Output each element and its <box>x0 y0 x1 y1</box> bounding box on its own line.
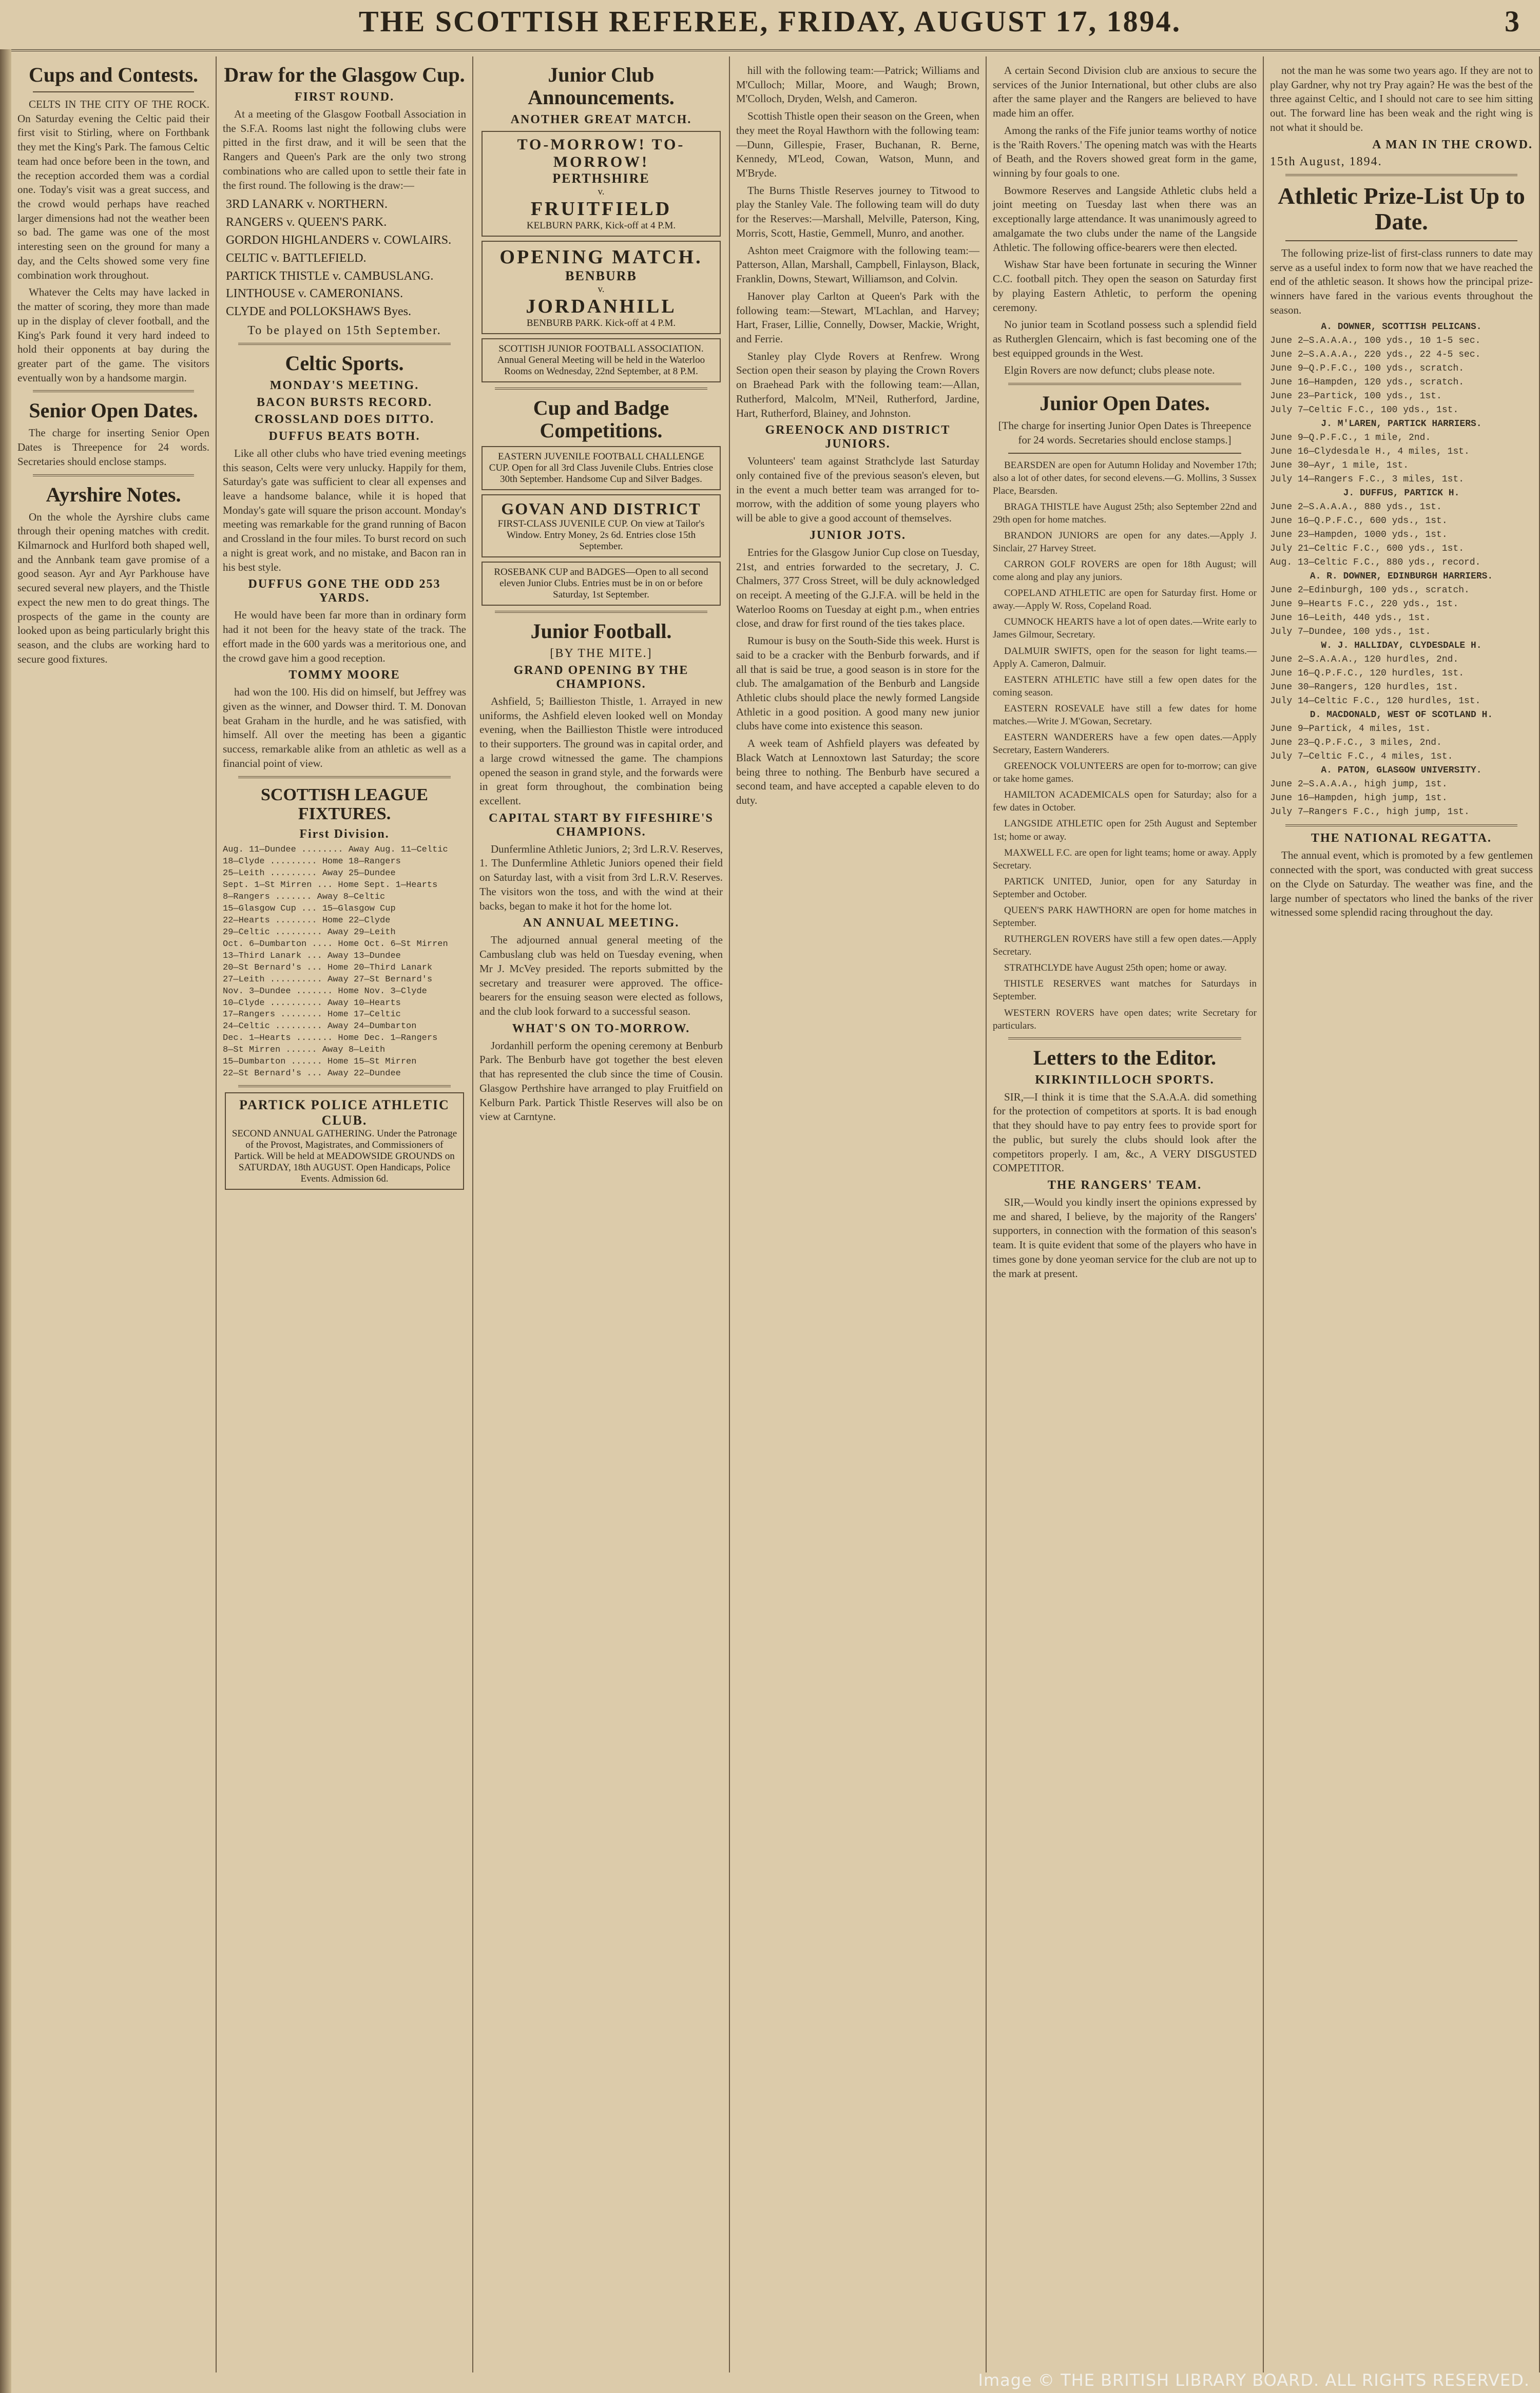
ad-text: SECOND ANNUAL GATHERING. Under the Patronage of the Provost, Magistrates, and Commissioners of Partick. Will be held at MEADOWSIDE GROUNDS on SATURDAY, 18th AUGUST. Open Handicaps, Police Events. Admission 6d. <box>232 1128 457 1185</box>
subheading: DUFFUS GONE THE ODD 253 YARDS. <box>248 577 441 605</box>
fixture-row: 22—Hearts ........ Home 22—Clyde <box>223 915 391 925</box>
section-heading: Celtic Sports. <box>285 351 404 375</box>
advertisement <box>482 446 721 490</box>
paragraph: Entries for the Glasgow Junior Cup close on Tuesday, 21st, and entries forwarded to the secretary, J. C. Chalmers, 377 Cross Street, will be duly acknowledged on receipt. A meeting of the G.J.F.A. will be held in the Waterloo Rooms on Tuesday at eight p.m., when entries close, and draw for first round of the ties takes place. <box>736 546 979 630</box>
section-heading: Draw for the Glasgow Cup. <box>224 63 465 86</box>
ad-text: SCOTTISH JUNIOR FOOTBALL ASSOCIATION. Annual General Meeting will be held in the Waterloo Rooms on Wednesday, 22nd September, at 8 P.M. <box>497 343 705 377</box>
paragraph: Among the ranks of the Fife junior teams worthy of notice is the 'Raith Rovers.' The opening match was with the Hearts of Beath, and the Rovers showed great form in the game, winning by four goals to one. <box>993 124 1257 180</box>
paragraph: The Burns Thistle Reserves journey to Titwood to play the Stanley Vale. The following team will do duty for the Reserves:—Marshall, Melville, Paterson, King, Morris, Scott, Hastie, Gemmell, Munro, and another. <box>736 184 979 239</box>
advertisement <box>482 494 721 557</box>
prize-row: A. DOWNER, SCOTTISH PELICANS. <box>1321 322 1482 333</box>
fixture-row: 29—Celtic ......... Away 29—Leith <box>223 927 396 937</box>
paragraph: Stanley play Clyde Rovers at Renfrew. Wrong Section open their season by playing the Crown Rovers on Braehead Park with the following team:—Allan, Rutherford, Malcolm, M'Neil, Rutherford, Jardine, Hart, Rutherford, Blainey, and Johnston. <box>736 350 979 419</box>
section-heading: SCOTTISH LEAGUE FIXTURES. <box>261 785 428 823</box>
prize-row: July 21—Celtic F.C., 600 yds., 1st. <box>1270 544 1465 554</box>
ad-team: JORDANHILL <box>526 296 677 317</box>
column-5 <box>987 56 1264 2372</box>
prize-row: June 23—Q.P.F.C., 3 miles, 2nd. <box>1270 738 1442 748</box>
fixture-row: 8—Rangers ....... Away 8—Celtic <box>223 892 386 902</box>
prize-row: June 9—Hearts F.C., 220 yds., 1st. <box>1270 599 1459 610</box>
draw-item: CLYDE and POLLOKSHAWS Byes. <box>226 305 411 319</box>
fixture-row: Sept. 1—St Mirren ... Home Sept. 1—Hearts <box>223 880 438 891</box>
column-1 <box>11 56 217 2372</box>
subheading: First Division. <box>299 827 390 841</box>
subheading: WHAT'S ON TO-MORROW. <box>512 1021 690 1035</box>
subheading: CAPITAL START BY FIFESHIRE'S CHAMPIONS. <box>489 811 714 839</box>
prize-row: July 14—Celtic F.C., 120 hurdles, 1st. <box>1270 696 1481 707</box>
fixture-row: 15—Glasgow Cup ... 15—Glasgow Cup <box>223 904 396 914</box>
list-item: CARRON GOLF ROVERS are open for 18th August; will come along and play any juniors. <box>993 559 1257 583</box>
prize-row: June 9—Partick, 4 miles, 1st. <box>1270 724 1431 735</box>
prize-row: June 23—Partick, 100 yds., 1st. <box>1270 391 1442 402</box>
fixture-row: 13—Third Lanark ... Away 13—Dundee <box>223 951 401 961</box>
ad-text: BENBURB PARK. Kick-off at 4 P.M. <box>526 318 676 329</box>
list-item: WESTERN ROVERS have open dates; write Secretary for particulars. <box>993 1007 1257 1031</box>
column-3 <box>473 56 730 2372</box>
draw-item: RANGERS v. QUEEN'S PARK. <box>226 216 387 229</box>
prize-row: June 30—Ayr, 1 mile, 1st. <box>1270 460 1409 471</box>
draw-item: LINTHOUSE v. CAMERONIANS. <box>226 287 403 301</box>
subheading: GRAND OPENING BY THE CHAMPIONS. <box>513 664 689 691</box>
paragraph: not the man he was some two years ago. If they are not to play Gardner, why not try Pray again? He was the best of the three against Celtic, and I should not care to see him sitting out. The forward line has been weak and the right wing is not what it should be. <box>1270 64 1533 133</box>
fixture-row: Aug. 11—Dundee ........ Away Aug. 11—Celtic <box>223 845 448 855</box>
prize-row: June 2—S.A.A.A., 880 yds., 1st. <box>1270 502 1442 513</box>
fixture-row: 17—Rangers ........ Home 17—Celtic <box>223 1010 401 1020</box>
ad-heading: PARTICK POLICE ATHLETIC CLUB. <box>239 1097 450 1128</box>
paragraph: Jordanhill perform the opening ceremony at Benburb Park. The Benburb have got together the best eleven that has represented the club since the time of Cousin. Glasgow Perthshire have arranged to play Fruitfield on Kelburn Park. Partick Thistle Reserves will also be on view at Carntyne. <box>479 1039 723 1123</box>
list-item: COPELAND ATHLETIC are open for Saturday first. Home or away.—Apply W. Ross, Copeland Road. <box>993 588 1257 612</box>
fixture-row: Nov. 3—Dundee ....... Home Nov. 3—Clyde <box>223 986 427 996</box>
ad-team: FRUITFIELD <box>530 198 672 220</box>
column-4 <box>730 56 987 2372</box>
ad-text: KELBURN PARK, Kick-off at 4 P.M. <box>526 220 676 231</box>
paragraph: On the whole the Ayrshire clubs came through their opening matches with credit. Kilmarnock and Hurlford both shaped well, and the Annbank team gave promise of a good season. Ayr and Ayr Parkhouse have secured several new players, and the Thistle expect the new men to do great things. The prospects of the game in the county are looked upon as being particularly bright this season, and the clubs are working hard to secure good fixtures. <box>17 510 209 665</box>
signature: A MAN IN THE CROWD. <box>1372 138 1533 151</box>
ad-text: EASTERN JUVENILE FOOTBALL CHALLENGE CUP. Open for all 3rd Class Juvenile Clubs. Entries close 30th September. Handsome Cup and Silver Badges. <box>489 451 714 485</box>
advertisement <box>482 131 721 237</box>
prize-row: Aug. 13—Celtic F.C., 880 yds., record. <box>1270 557 1481 568</box>
list-item: EASTERN WANDERERS have a few open dates.—Apply Secretary, Eastern Wanderers. <box>993 732 1257 756</box>
prize-row: July 7—Rangers F.C., high jump, 1st. <box>1270 807 1470 818</box>
prize-row: D. MACDONALD, WEST OF SCOTLAND H. <box>1310 710 1493 721</box>
prize-row: June 2—S.A.A.A., 100 yds., 10 1-5 sec. <box>1270 336 1481 346</box>
list-item: MAXWELL F.C. are open for light teams; home or away. Apply Secretary. <box>993 847 1257 871</box>
section-heading: Junior Football. <box>530 620 672 643</box>
prize-row: June 2—S.A.A.A., 220 yds., 22 4-5 sec. <box>1270 350 1481 360</box>
prize-row: July 7—Celtic F.C., 4 miles, 1st. <box>1270 751 1453 762</box>
paragraph: A week team of Ashfield players was defeated by Black Watch at Lennoxtown last Saturday; the score being three to nothing. The Benburb have secured a second team, and have accepted a capable eleven to do duty. <box>736 737 979 807</box>
list-item: STRATHCLYDE have August 25th open; home or away. <box>1004 962 1227 974</box>
list-item: LANGSIDE ATHLETIC open for 25th August and September 1st; home or away. <box>993 818 1257 842</box>
prize-row: W. J. HALLIDAY, CLYDESDALE H. <box>1321 641 1482 651</box>
fixture-row: 20—St Bernard's ... Home 20—Third Lanark <box>223 962 433 973</box>
list-item: RUTHERGLEN ROVERS have still a few open dates.—Apply Secretary. <box>993 934 1257 958</box>
subheading: THE RANGERS' TEAM. <box>1047 1178 1202 1192</box>
fixture-row: 8—St Mirren ...... Away 8—Leith <box>223 1045 386 1055</box>
section-heading: Cups and Contests. <box>28 63 199 86</box>
paragraph: Whatever the Celts may have lacked in the matter of scoring, they more than made up in the display of clever football, and the King's Park found it very hard indeed to hold their opponents at bay during the greater part of the game. The visitors eventually won by a handsome margin. <box>17 286 209 384</box>
paragraph: A certain Second Division club are anxious to secure the services of the Junior International, but other clubs are also after the same player and the Rangers are believed to have made him an offer. <box>993 64 1257 120</box>
advertisement <box>482 241 721 334</box>
fixture-row: 25—Leith ......... Away 25—Dundee <box>223 869 396 879</box>
fixture-row: 15—Dumbarton ...... Home 15—St Mirren <box>223 1057 417 1067</box>
letter-date: 15th August, 1894. <box>1270 155 1382 168</box>
prize-row: June 2—Edinburgh, 100 yds., scratch. <box>1270 585 1470 596</box>
subheading: FIRST ROUND. <box>294 90 395 104</box>
byline: [BY THE MITE.] <box>550 647 652 660</box>
prize-row: J. M'LAREN, PARTICK HARRIERS. <box>1321 419 1482 430</box>
draw-note: To be played on 15th September. <box>247 323 441 337</box>
ad-text: ROSEBANK CUP and BADGES—Open to all second eleven Junior Clubs. Entries must be in on or before Saturday, 1st September. <box>494 567 708 600</box>
fixture-row: 10—Clyde .......... Away 10—Hearts <box>223 998 401 1008</box>
draw-item: 3RD LANARK v. NORTHERN. <box>226 198 388 211</box>
section-heading: Letters to the Editor. <box>1033 1046 1217 1069</box>
prize-row: June 16—Clydesdale H., 4 miles, 1st. <box>1270 447 1470 457</box>
paragraph: Dunfermline Athletic Juniors, 2; 3rd L.R.V. Reserves, 1. The Dunfermline Athletic Juniors opened their field on Saturday last, with a visit from 3rd L.R.V. Reserves. The visitors won the toss, and with the wind at their backs, began to make it hot for the home lot. <box>479 842 723 912</box>
subheading: JUNIOR JOTS. <box>809 528 907 542</box>
column-6 <box>1264 56 1540 2372</box>
list-item: BEARSDEN are open for Autumn Holiday and November 17th; also a lot of other dates, for second elevens.—G. Mollins, 3 Sussex Place, Bearsden. <box>993 459 1257 496</box>
paragraph: Hanover play Carlton at Queen's Park with the following team:—Stewart, M'Lachlan, and Harvey; Hart, Fraser, Lillie, Connelly, Dowser, Mackie, Wright, and Ferrie. <box>736 290 979 345</box>
prize-row: June 16—Q.P.F.C., 600 yds., 1st. <box>1270 516 1448 527</box>
paragraph: hill with the following team:—Patrick; Williams and M'Culloch; Millar, Moore, and Waugh; Brown, M'Colloch, Dryden, Welsh, and Cameron. <box>736 64 979 105</box>
paragraph: No junior team in Scotland possess such a splendid field as Rutherglen Glencairn, which is fast becoming one of the best equipped grounds in the West. <box>993 318 1257 359</box>
paragraph: Bowmore Reserves and Langside Athletic clubs held a joint meeting on Tuesday last when there was an exceptionally large attendance. It was unanimously agreed to amalgamate the two clubs under the name of the Langside Athletic. The following office-bearers were then elected. <box>993 184 1257 254</box>
paragraph: Like all other clubs who have tried evening meetings this season, Celts were very unlucky. Happily for them, Saturday's gate was sufficient to clear all expenses and leave a handsome balance, while it is hoped that Monday's gate will square the prison account. Monday's meeting was remarkable for the grand running of Bacon and Crossland in the four miles. To burst record on such a night is great work, and no mistake, and Bacon ran in his best style. <box>223 447 466 573</box>
subheading: TOMMY MOORE <box>288 668 400 682</box>
ad-text: v. <box>598 186 605 197</box>
fixture-row: 24—Celtic ......... Away 24—Dumbarton <box>223 1021 417 1032</box>
fixture-row: 22—St Bernard's ... Away 22—Dundee <box>223 1069 401 1079</box>
ad-heading: TO-MORROW! TO-MORROW! <box>517 136 685 170</box>
paragraph: He would have been far more than in ordinary form had it not been for the heavy state of the track. The effort made in the 600 yards was a meritorious one, and the crowd gave him a good reception. <box>223 609 466 664</box>
subheading: KIRKINTILLOCH SPORTS. <box>1035 1073 1215 1087</box>
copyright-notice: Image © THE BRITISH LIBRARY BOARD. ALL RIGHTS RESERVED. <box>978 2370 1530 2390</box>
paragraph: had won the 100. His did on himself, but Jeffrey was given as the winner, and Dowser third. T. M. Donovan beat Graham in the hurdle, and he was satisfied, with himself. All over the meeting has been a gigantic success, remarkable alike from an athletic as well as a financial point of view. <box>223 686 466 769</box>
list-item: QUEEN'S PARK HAWTHORN are open for home matches in September. <box>993 904 1257 929</box>
list-item: HAMILTON ACADEMICALS open for Saturday; also for a few dates in October. <box>993 789 1257 814</box>
paragraph: The annual event, which is promoted by a few gentlemen connected with the sport, was conducted with great success on the Clyde on Saturday. The weather was fine, and the large number of spectators who lined the banks of the river witnessed some splendid racing throughout the day. <box>1270 849 1533 919</box>
prize-row: A. R. DOWNER, EDINBURGH HARRIERS. <box>1310 571 1493 582</box>
fixture-row: Oct. 6—Dumbarton .... Home Oct. 6—St Mirren <box>223 939 448 949</box>
advertisement <box>482 562 721 606</box>
prize-row: June 30—Rangers, 120 hurdles, 1st. <box>1270 682 1459 693</box>
draw-item: CELTIC v. BATTLEFIELD. <box>226 251 367 265</box>
list-item: BRANDON JUNIORS are open for any dates.—Apply J. Sinclair, 27 Harvey Street. <box>993 530 1257 554</box>
section-heading: Ayrshire Notes. <box>46 483 181 506</box>
section-heading: Athletic Prize-List Up to Date. <box>1278 182 1525 235</box>
prize-row: June 16—Hampden, high jump, 1st. <box>1270 793 1448 804</box>
paragraph: Ashfield, 5; Baillieston Thistle, 1. Arrayed in new uniforms, the Ashfield eleven looked well on Monday evening, when the Baillieston Thistle were introduced to their supporters. The ground was in capital order, and a large crowd witnessed the game. The champions opened the season in grand style, and the forwards were in great form throughout, the combination being excellent. <box>479 695 723 807</box>
section-heading: Junior Open Dates. <box>1040 392 1210 415</box>
paragraph: Ashton meet Craigmore with the following team:—Patterson, Allan, Marshall, Campbell, Finlayson, Black, Franklin, Downs, Stewart, Williamson, and Colvin. <box>736 244 979 285</box>
paragraph: Rumour is busy on the South-Side this week. Hurst is said to be a cracker with the Benburb forwards, and if all that is said be true, a good season is in store for the club. The amalgamation of the Benburb and Langside Athletic clubs should place the newly formed Langside Athletic in a good position. A good many new junior clubs have come into existence this season. <box>736 634 979 732</box>
section-heading: Cup and Badge Competitions. <box>533 396 669 442</box>
advertisement <box>225 1092 464 1190</box>
ad-text: FIRST-CLASS JUVENILE CUP. On view at Tailor's Window. Entry Money, 2s 6d. Entries close 15th September. <box>497 518 705 552</box>
prize-row: A. PATON, GLASGOW UNIVERSITY. <box>1321 765 1482 776</box>
fixture-row: Dec. 1—Hearts ....... Home Dec. 1—Rangers <box>223 1033 438 1044</box>
prize-row: June 9—Q.P.F.C., 100 yds., scratch. <box>1270 363 1465 374</box>
prize-row: June 2—S.A.A.A., 120 hurdles, 2nd. <box>1270 654 1459 665</box>
paragraph: The following prize-list of first-class runners to date may serve as a useful index to form now that we have reached the end of the athletic season. It shows how the principal prize-winners have fared in the various events throughout the season. <box>1270 246 1533 316</box>
open-dates-list <box>993 459 1257 1032</box>
subheading: ANOTHER GREAT MATCH. <box>510 113 692 126</box>
cup-draw-list <box>223 196 466 321</box>
list-item: BRAGA THISTLE have August 25th; also September 22nd and 29th open for home matches. <box>993 501 1257 525</box>
paragraph: SIR,—I think it is time that the S.A.A.A. did something for the protection of competitors at sports. It is bad enough that they should have to pay entry fees to provide sport for the public, but surely the clubs should look after the competitors properly. I am, &c., A VERY DISGUSTED COMPETITOR. <box>993 1090 1257 1174</box>
prize-row: July 14—Rangers F.C., 3 miles, 1st. <box>1270 474 1465 485</box>
paragraph: The adjourned annual general meeting of the Cambuslang club was held on Tuesday evening, when Mr J. McVey presided. The reports submitted by the secretary and treasurer were approved. The office-bearers for the ensuing season were elected as follows, and the club look forward to a successful season. <box>479 934 723 1017</box>
paragraph: Scottish Thistle open their season on the Green, when they meet the Royal Hawthorn with the following team:—Dunn, Gillespie, Fraser, Buchanan, R. Berne, Kennedy, M'Leod, Cowan, Watson, Munn, and M'Bryde. <box>736 110 979 180</box>
subheading: THE NATIONAL REGATTA. <box>1311 832 1492 845</box>
notice: [The charge for inserting Junior Open Dates is Threepence for 24 words. Secretaries should enclose stamps.] <box>998 419 1252 446</box>
ad-text: v. <box>598 284 605 295</box>
fixture-row: 27—Leith .......... Away 27—St Bernard's <box>223 974 433 985</box>
ad-heading: GOVAN AND DISTRICT <box>501 499 701 518</box>
ad-team: BENBURB <box>565 268 637 283</box>
list-item: CUMNOCK HEARTS have a lot of open dates.—Write early to James Gilmour, Secretary. <box>993 616 1257 641</box>
prize-row: June 2—S.A.A.A., high jump, 1st. <box>1270 779 1448 790</box>
subheading: CROSSLAND DOES DITTO. <box>254 412 435 426</box>
section-heading: Junior Club Announcements. <box>528 63 675 109</box>
draw-item: PARTICK THISTLE v. CAMBUSLANG. <box>226 269 434 283</box>
fixture-row: 18—Clyde ......... Home 18—Rangers <box>223 857 401 867</box>
list-item: PARTICK UNITED, Junior, open for any Saturday in September and October. <box>993 876 1257 900</box>
paragraph: Elgin Rovers are now defunct; clubs please note. <box>1004 364 1215 377</box>
subheading: AN ANNUAL MEETING. <box>523 916 680 930</box>
binding-edge <box>0 49 11 2393</box>
newspaper-title: THE SCOTTISH REFEREE, FRIDAY, AUGUST 17, 1894. <box>358 5 1182 38</box>
prize-row: July 7—Dundee, 100 yds., 1st. <box>1270 627 1431 638</box>
paragraph: At a meeting of the Glasgow Football Association in the S.F.A. Rooms last night the following clubs were pitted in the first draw, and it will be seen that the Rangers and Queen's Park are the only two strong combinations who are called upon to settle their fate in the first round. The following is the draw:— <box>223 108 466 191</box>
prize-row: June 9—Q.P.F.C., 1 mile, 2nd. <box>1270 433 1431 443</box>
paragraph: CELTS IN THE CITY OF THE ROCK. On Saturday evening the Celtic paid their first visit to Stirling, where on Forthbank they met the King's Park. The famous Celtic team had once before been in the town, and the reception accorded them was a cordial one. Today's visit was a great success, and the crowd would perhaps have reached larger dimensions had not the weather been so bad. The game was one of the most interesting seen on the ground for many a day, and the Celts showed some very fine combination work throughout. <box>17 98 209 281</box>
paragraph: SIR,—Would you kindly insert the opinions expressed by me and shared, I believe, by the majority of the Rangers' supporters, in connection with the formation of this season's team. It is quite evident that some of the players who have in times gone by done yeoman service for the club are not up to the mark at present. <box>993 1195 1257 1280</box>
advertisement <box>482 338 721 382</box>
subheading: MONDAY'S MEETING. <box>270 378 419 392</box>
column-2 <box>217 56 473 2372</box>
paragraph: Wishaw Star have been fortunate in securing the Winner C.C. football pitch. They open the season on Saturday first by playing Eastern Athletic, to perform the opening ceremony. <box>993 258 1257 314</box>
page-number: 3 <box>1505 5 1519 38</box>
paragraph: The charge for inserting Senior Open Dates is Threepence for 24 words. Secretaries should enclose stamps. <box>17 427 209 468</box>
subheading: GREENOCK AND DISTRICT JUNIORS. <box>765 423 951 451</box>
ad-team: PERTHSHIRE <box>552 171 650 186</box>
list-item: EASTERN ATHLETIC have still a few open dates for the coming season. <box>993 674 1257 698</box>
paragraph: Volunteers' team against Strathclyde last Saturday only contained five of the previous season's eleven, but in the event a much better team was arranged for to-morrow, with the addition of some young players who will be able to give a good account of themselves. <box>736 455 979 525</box>
fixtures-table <box>223 844 466 1080</box>
prize-row: J. DUFFUS, PARTICK H. <box>1343 488 1460 499</box>
prize-list <box>1270 320 1533 819</box>
list-item: DALMUIR SWIFTS, open for the season for light teams.—Apply A. Cameron, Dalmuir. <box>993 645 1257 669</box>
draw-item: GORDON HIGHLANDERS v. COWLAIRS. <box>226 233 452 247</box>
prize-row: July 7—Celtic F.C., 100 yds., 1st. <box>1270 405 1459 416</box>
masthead <box>0 0 1540 51</box>
subheading: DUFFUS BEATS BOTH. <box>268 429 420 443</box>
list-item: GREENOCK VOLUNTEERS are open for to-morrow; can give or take home games. <box>993 761 1257 785</box>
article-body <box>17 98 209 385</box>
prize-row: June 16—Q.P.F.C., 120 hurdles, 1st. <box>1270 668 1465 679</box>
subheading: BACON BURSTS RECORD. <box>256 395 433 409</box>
list-item: EASTERN ROSEVALE have still a few dates for home matches.—Write J. M'Gowan, Secretary. <box>993 703 1257 727</box>
section-heading: Senior Open Dates. <box>29 399 198 422</box>
prize-row: June 16—Hampden, 120 yds., scratch. <box>1270 377 1465 388</box>
ad-heading: OPENING MATCH. <box>499 246 703 268</box>
prize-row: June 23—Hampden, 1000 yds., 1st. <box>1270 530 1448 541</box>
list-item: THISTLE RESERVES want matches for Saturdays in September. <box>993 978 1257 1002</box>
prize-row: June 16—Leith, 440 yds., 1st. <box>1270 613 1431 624</box>
